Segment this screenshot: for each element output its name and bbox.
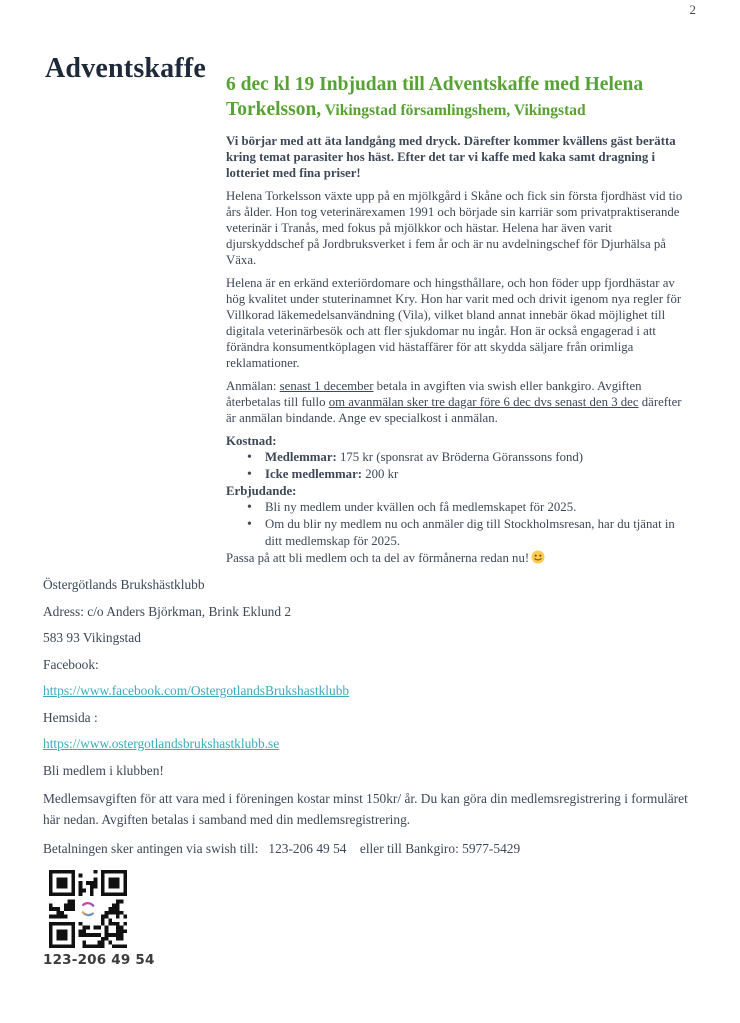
list-item: • Om du blir ny medlem nu och anmäler dig till Stockholmsresan, har du tjänat in ditt medlemskap för 2025. [247,516,693,550]
cost-nonmember-label: Icke medlemmar: [265,467,363,481]
cost-list [226,449,693,483]
cancellation-deadline: om avanmälan sker tre dagar före 6 dec dvs senast den 3 dec [328,395,639,409]
cost-nonmember-value: 200 kr [362,467,399,481]
club-postal: 583 93 Vikingstad [43,630,141,645]
invitation-body [226,72,693,566]
membership-info-paragraph: Medlemsavgiften för att vara med i föreningen kostar minst 150kr/ år. Du kan göra din medlemsregistrering i formuläret här nedan. Avgiften betalas i samband med din medlemsregistrering. [43,791,688,827]
club-name: Östergötlands Brukshästklubb [43,577,205,592]
registration-text: Anmälan: [226,379,280,393]
membership-cta-text: Passa på att bli medlem och ta del av förmånerna redan nu! [226,551,530,565]
facebook-link[interactable]: https://www.facebook.com/OstergotlandsBrukshastklubb [43,683,350,698]
bio-paragraph-1: Helena Torkelsson växte upp på en mjölkgård i Skåne och fick sin första fjordhäst vid tio års ålder. Hon tog veterinärexamen 1991 och började sin karriär som privatpraktiserande veterinär i Tranås, med fokus på mjölkkor och hästar. Helena har även varit djurskyddschef på Jordbruksverket i fem år och är nu avdelningschef för Djurhälsa på Växa. [226,189,683,267]
swish-number-label: 123-206 49 54 [43,951,155,968]
list-item [247,449,693,466]
registration-deadline: senast 1 december [279,379,374,393]
cost-member-label: Medlemmar: [265,450,337,464]
page-number: 2 [689,2,696,17]
website-link[interactable]: https://www.ostergotlandsbrukshastklubb.se [43,736,280,751]
event-heading-location: Vikingstad församlingshem, Vikingstad [321,102,586,119]
membership-cta-line [226,550,693,566]
qr-code-image [49,870,127,948]
list-item: • Bli ny medlem under kvällen och få medlemskapet för 2025. [247,499,693,516]
registration-text: därefter är anmälan bindande. Ange ev specialkost i anmälan. [226,395,682,425]
website-label: Hemsida : [43,709,98,725]
event-heading-main: 6 dec kl 19 Inbjudan till Adventskaffe med Helena Torkelsson, [226,74,644,120]
swish-qr-code [49,870,127,948]
swish-qr-block [43,870,153,970]
website-link-row [43,735,705,753]
club-address: Adress: c/o Anders Björkman, Brink Eklund 2 [43,603,292,619]
event-heading [226,72,693,123]
contact-section [43,576,705,969]
page-title: Adventskaffe [45,52,207,84]
facebook-label: Facebook: [43,656,99,672]
cost-member-value: 175 kr (sponsrat av Bröderna Göranssons fond) [336,450,584,464]
smiley-emoji-icon [531,550,545,564]
join-club-line: Bli medlem i klubben! [43,762,164,778]
registration-text: betala in avgiften via swish eller bankgiro. Avgiften återbetalas till fullo [226,379,642,409]
offer-list [226,499,693,550]
bio-paragraph-2: Helena är en erkänd exteriördomare och hingsthållare, och hon föder upp fjordhästar av hög kvalitet under stuterinamnet Kry. Hon har varit med och drivit igenom nya regler för Villkorad läkemedelsanvändning (Vila), vilket bland annat innebär ökad möjlighet till digitala veterinärbesök och att fler sjukdomar nu ingår. Hon är också engagerad i att förändra konsumentköplagen vid hästaffärer för att skydda säljare från orimliga reklamationer. [226,276,682,370]
payment-info-line: Betalningen sker antingen via swish till: 123-206 49 54 eller till Bankgiro: 5977-5429 [43,841,521,856]
intro-paragraph: Vi börjar med att äta landgång med dryck. Därefter kommer kvällens gäst berätta kring temat parasiter hos häst. Efter det tar vi kaffe med kaka samt dragning i lotteriet med fina priser! [226,134,676,180]
facebook-link-row [43,682,705,700]
list-item [247,466,693,483]
registration-paragraph [226,378,693,426]
offer-section-label: Erbjudande: [226,484,297,498]
swish-logo-icon [77,898,99,920]
cost-section-label: Kostnad: [226,434,277,448]
